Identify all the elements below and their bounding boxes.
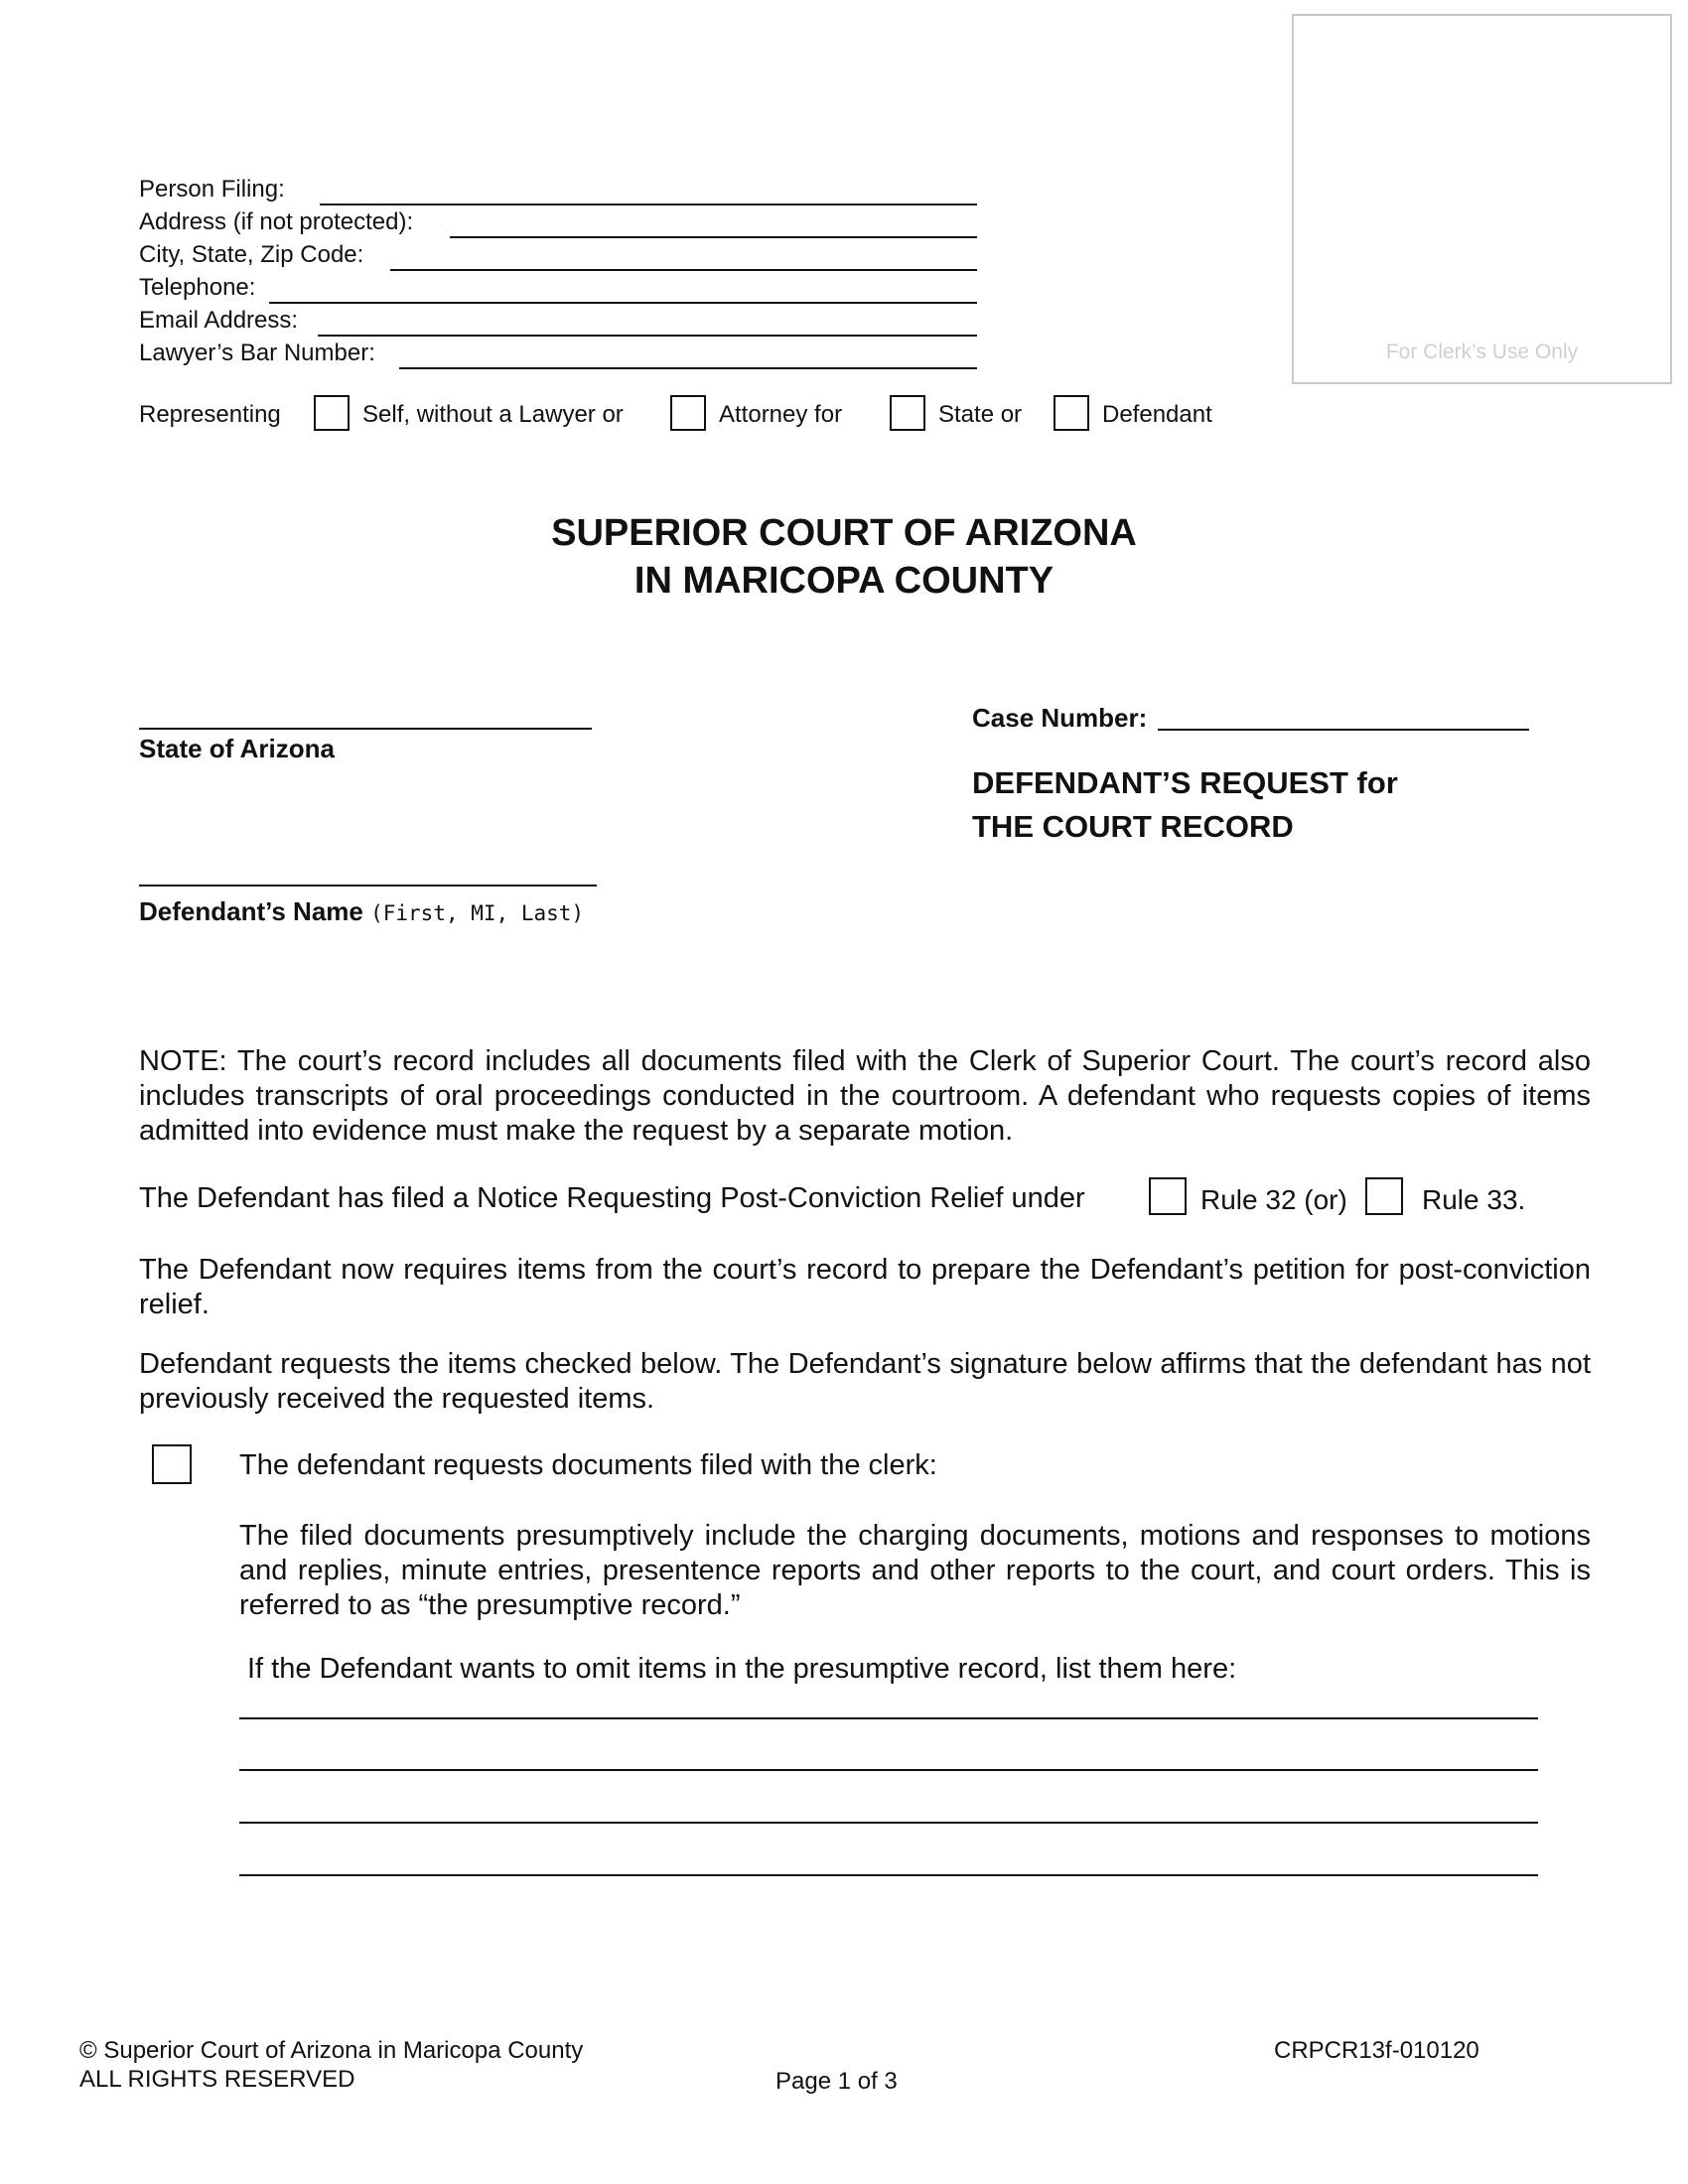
court-title-line2: IN MARICOPA COUNTY — [633, 560, 1055, 602]
case-number-label: Case Number: — [972, 703, 1148, 733]
rule-33-label: Rule 33. — [1422, 1184, 1526, 1215]
self-checkbox[interactable] — [314, 395, 350, 431]
person-filing-label: Person Filing: — [139, 176, 285, 203]
state-label: State or — [938, 401, 1023, 428]
clerk-use-box — [1292, 14, 1672, 384]
requests-paragraph: Defendant requests the items checked below. The Defendant’s signature below affirms that the defendant has not previously received the requested items. — [139, 1348, 1591, 1415]
footer-copyright: © Superior Court of Arizona in Maricopa County — [79, 2037, 584, 2064]
telephone-field[interactable] — [269, 302, 977, 304]
footer-page-number: Page 1 of 3 — [775, 2068, 898, 2095]
case-number-field[interactable] — [1158, 729, 1529, 731]
email-label: Email Address: — [139, 307, 299, 334]
defendant-name-hint: (First, MI, Last) — [370, 901, 585, 925]
omit-line-4[interactable] — [239, 1874, 1538, 1876]
person-filing-field[interactable] — [320, 204, 977, 205]
defendant-name-caption — [139, 896, 584, 927]
documents-filed-checkbox[interactable] — [152, 1444, 192, 1484]
clerk-use-label: For Clerk’s Use Only — [1385, 341, 1579, 363]
notice-text: The Defendant has filed a Notice Requesting Post-Conviction Relief under — [139, 1182, 1085, 1214]
omit-line-3[interactable] — [239, 1822, 1538, 1824]
note-paragraph: NOTE: The court’s record includes all documents filed with the Clerk of Superior Court. The court’s record also includes transcripts of oral proceedings conducted in the courtroom. A defendant who requests copies of items admitted into evidence must make the request by a separate motion. — [139, 1045, 1591, 1147]
omit-prompt: If the Defendant wants to omit items in the presumptive record, list them here: — [247, 1653, 1237, 1685]
rule-32-label: Rule 32 (or) — [1200, 1184, 1347, 1215]
omit-line-1[interactable] — [239, 1717, 1538, 1719]
defendant-name-label: Defendant’s Name — [139, 896, 363, 926]
attorney-for-checkbox[interactable] — [670, 395, 706, 431]
requires-paragraph: The Defendant now requires items from the court’s record to prepare the Defendant’s petition for post-conviction relief. — [139, 1254, 1591, 1320]
city-state-zip-label: City, State, Zip Code: — [139, 241, 364, 268]
bar-number-field[interactable] — [399, 367, 977, 369]
doc-title-line1: DEFENDANT’S REQUEST for — [972, 765, 1398, 800]
footer-form-code: CRPCR13f-010120 — [1274, 2037, 1479, 2064]
defendant-label: Defendant — [1102, 401, 1212, 428]
court-title-line1: SUPERIOR COURT OF ARIZONA — [551, 512, 1137, 554]
rule-32-checkbox[interactable] — [1149, 1177, 1187, 1215]
documents-filed-label: The defendant requests documents filed with the clerk: — [239, 1449, 937, 1481]
rule-33-checkbox[interactable] — [1365, 1177, 1403, 1215]
representing-label: Representing — [139, 401, 281, 428]
doc-title-line2: THE COURT RECORD — [972, 809, 1294, 844]
omit-line-2[interactable] — [239, 1769, 1538, 1771]
presumptive-paragraph: The filed documents presumptively include the charging documents, motions and responses to motions and replies, minute entries, presentence reports and other reports to the court, and court orders. This is referred to as “the presumptive record.” — [239, 1520, 1591, 1621]
footer-rights: ALL RIGHTS RESERVED — [79, 2066, 355, 2093]
state-name-line — [139, 728, 592, 730]
state-checkbox[interactable] — [890, 395, 925, 431]
defendant-checkbox[interactable] — [1054, 395, 1089, 431]
defendant-name-field[interactable] — [139, 885, 597, 887]
bar-number-label: Lawyer’s Bar Number: — [139, 340, 375, 366]
address-label: Address (if not protected): — [139, 208, 414, 235]
address-field[interactable] — [450, 236, 977, 238]
self-label: Self, without a Lawyer or — [362, 401, 624, 428]
attorney-for-label: Attorney for — [719, 401, 843, 428]
telephone-label: Telephone: — [139, 274, 256, 301]
email-field[interactable] — [318, 335, 977, 337]
city-state-zip-field[interactable] — [390, 269, 977, 271]
state-of-arizona-label: State of Arizona — [139, 734, 335, 763]
